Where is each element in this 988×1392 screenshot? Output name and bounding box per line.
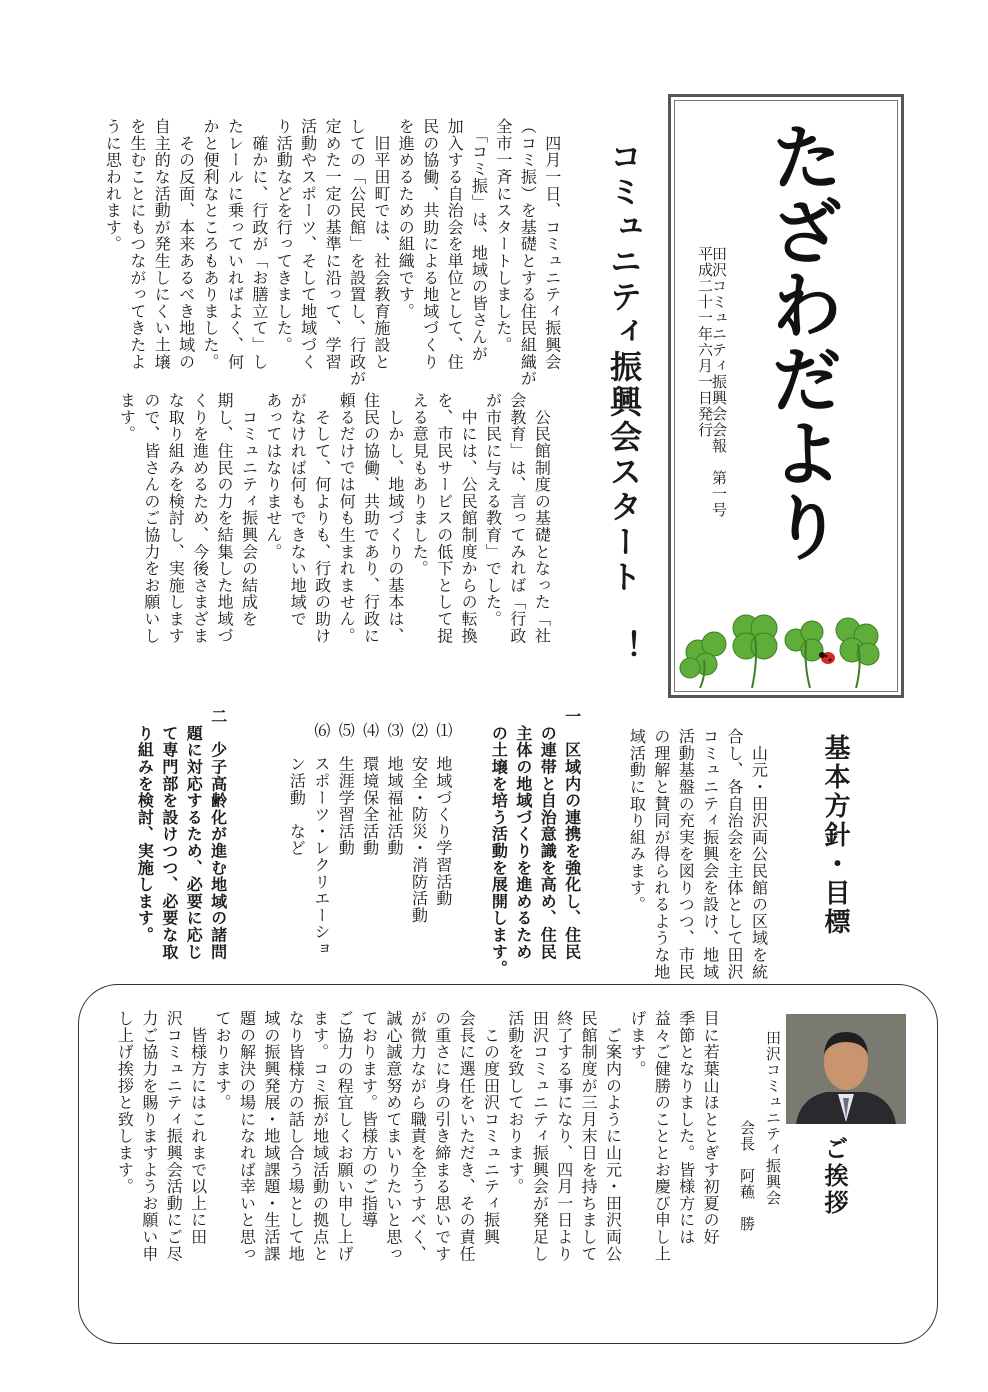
policy-item-1: 一 区域内の連携を強化し、住民 の連帯と自治意識を高め、住民 主体の地域づくりを進めるため の土壌を培う活動を展開します。 — [489, 708, 582, 977]
greeting-heading: ご挨拶 — [820, 1136, 848, 1217]
chairman-photo — [786, 1014, 906, 1124]
greeting-name: 会長 阿蘓 勝 — [738, 1120, 756, 1232]
headline: コミュニティ振興会スタート ！ — [605, 140, 643, 665]
greeting-org: 田沢コミュニティ振興会 — [764, 1030, 782, 1206]
basic-policy-text: 山元・田沢両公民館の区域を統 合し、各自治会を主体として田沢 コミュニティ振興会を設け、地域 活動基盤の充実を図りつつ、市民 の理解と賛同が得られるような地 域活動に取り組みます。 — [627, 728, 769, 980]
greeting-text: 目に若葉山ほととぎす初夏の好 季節となりました。皆様方には 益々ご健勝のこととお慶び申し上 げます。 ご案内のように山元・田沢両公 民館制度が三月末日を持ちまして 終了する事になり、四月一日より 田沢コミュニティ振興会が発足し 活動を致しております。 この度田沢コミュニティ振興 会長に選任をいただき、その責任 の重さに身の引き締まる思いです が微力ながら職責を全うすべく、 誠心誠意努めてまいりたいと思っ ております。皆様方のご指導 ご協力の程宜しくお願い申し上げ ます。コミ振が地域活動の拠点と なり皆様方の話し合う場として地 域の振興発展・地域課題・生活課 題の解決の場になれば幸いと思っ ております。 皆様方にはこれまで以上に田 沢コミュニティ振興会活動にご尽 力ご協力を賜りますようお願い申 し上げ挨拶と致します。 — [115, 1010, 721, 1262]
newsletter-issue: 田沢コミュニティ振興会会報 第一号 — [710, 246, 728, 518]
newsletter-title: たざわだより — [759, 120, 843, 564]
intro-article-top: 四月一日、コミュニティ振興会 （コミ振）を基礎とする住民組織が 全市一斉にスタートしました。 「コミ振」は、地域の皆さんが 加入する自治会を単位として、住 民の協働、共助による地域づくり を進めるための組織です。 旧平田町では、社会教育施設と しての「公民館」を設置し、行政が 定めた一定の基準に沿って、学習 活動やスポーツ、そして地域づく り活動などを行ってきました。 確かに、行政が「お膳立て」し たレールに乗っていればよく、何 かと便利なところもありました。 その反面、本来あるべき地域の 自主的な活動が発生しにくい土壌 を生むことにもつながってきたよ うに思われます。 — [103, 118, 562, 387]
intro-article-bottom: 公民館制度の基礎となった「社 会教育」は、言ってみれば「行政 が市民に与える教育」でした。 中には、公民館制度からの転換 を、市民サービスの低下として捉 える意見もありました。 しかし、地域づくりの基本は、 住民の協働、共助であり、行政に 頼るだけでは何も生まれません。 そして、何よりも、行政の助け がなければ何もできない地域で あってはなりません。 コミュニティ振興会の結成を 期し、住民の力を結集した地域づ くりを進めるため、今後さまざま な取り組みを検討し、実施します ので、皆さんのご協力をお願いし ます。 — [117, 392, 552, 644]
ladybug-icon — [819, 652, 835, 664]
basic-policy-heading: 基本方針・目標 — [820, 734, 850, 937]
policy-item-2: 二 少子高齢化が進む地域の諸問 題に対応するため、必要に応じ て専門部を設けつつ、必要な取 り組みを検討、実施します。 — [135, 708, 228, 960]
newsletter-date: 平成二十一年六月一日発行 — [696, 246, 714, 438]
activity-list: ⑴ 地域づくり学習活動 ⑵ 安全・防災・消防活動 ⑶ 地域福祉活動 ⑷ 環境保全活動 ⑸ 生涯学習活動 ⑹ スポーツ・レクリエーショ ン活動 など — [287, 722, 453, 958]
clover-illustration — [676, 600, 896, 690]
